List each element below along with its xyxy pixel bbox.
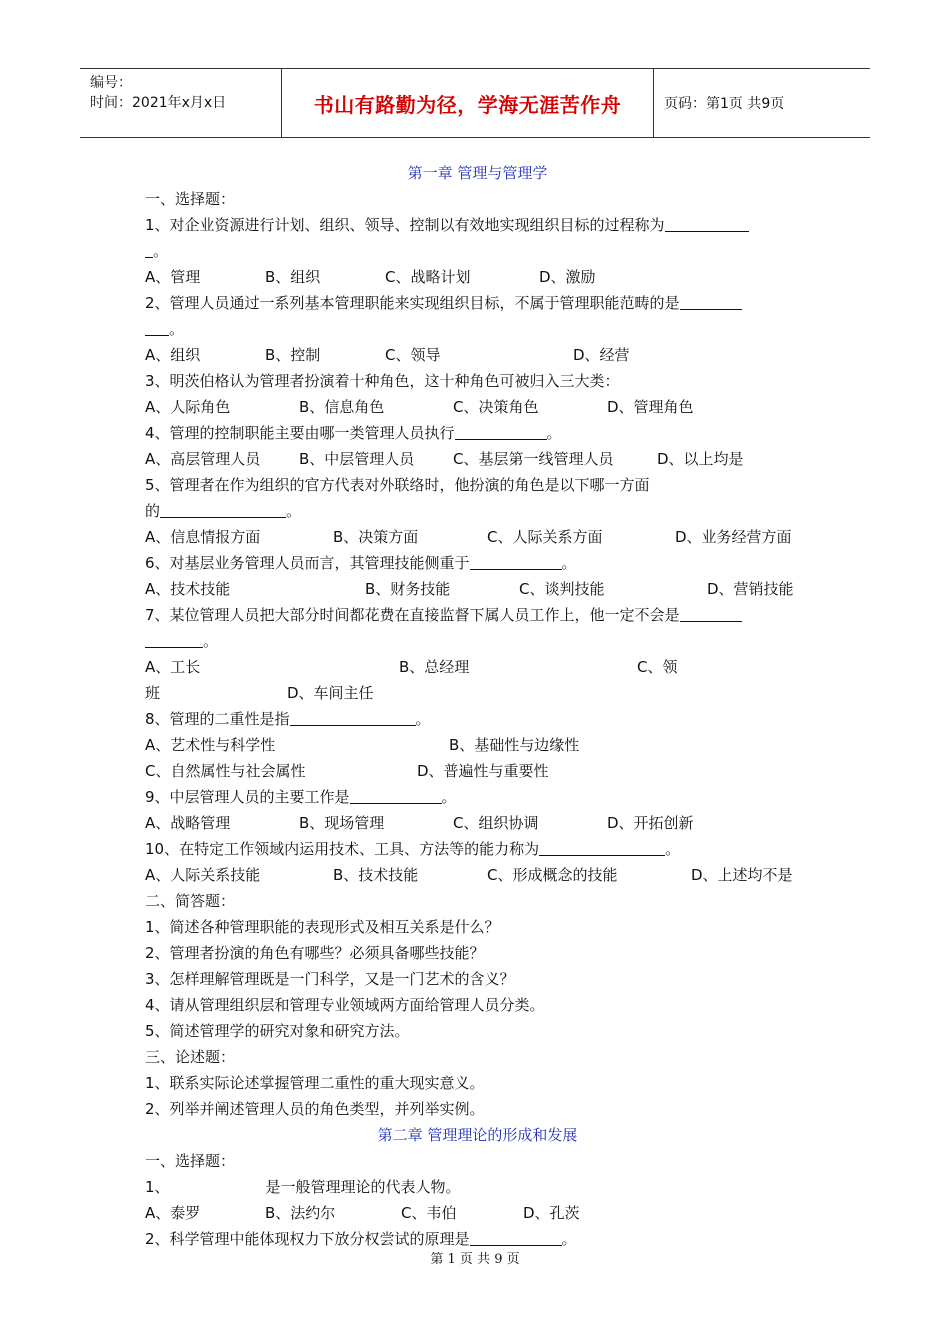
option-a: A、艺术性与科学性 [145,736,276,754]
option-d: D、业务经营方面 [675,528,792,546]
section-heading: 一、选择题： [145,190,236,208]
header-meta [80,69,282,137]
short-question-4: 4、请从管理组织层和管理专业领域两方面给管理人员分类。 [145,996,545,1014]
short-question-1: 1、简述各种管理职能的表现形式及相互关系是什么？ [145,918,500,936]
essay-question-2: 2、列举并阐述管理人员的角色类型，并列举实例。 [145,1100,485,1118]
question-7-cont [145,628,810,654]
header-motto-cell [282,69,654,137]
option-c: C、谈判技能 [519,580,605,598]
question-text: 9、中层管理人员的主要工作是 [145,788,350,806]
option-c-cont: 班 [145,684,161,702]
option-d: D、孔茨 [523,1204,580,1222]
question-6 [145,550,810,576]
question-text: 1、对企业资源进行计划、组织、领导、控制以有效地实现组织目标的过程称为 [145,216,665,234]
chapter-1-title: 第一章 管理与管理学 [407,164,548,182]
option-b: B、信息角色 [299,398,385,416]
header-page-cell [654,69,870,137]
section-heading: 二、简答题： [145,892,236,910]
option-a: A、泰罗 [145,1204,201,1222]
q2-options [145,342,810,368]
option-d: D、车间主任 [287,684,374,702]
option-d: D、经营 [573,346,630,364]
option-c: C、战略计划 [385,268,471,286]
option-a: A、技术技能 [145,580,231,598]
option-a: A、组织 [145,346,201,364]
q9-options [145,810,810,836]
option-a: A、信息情报方面 [145,528,261,546]
option-c: C、形成概念的技能 [487,866,618,884]
question-7 [145,602,810,628]
question-text: 7、某位管理人员把大部分时间都花费在直接监督下属人员工作上，他一定不会是 [145,606,680,624]
question-2 [145,290,810,316]
question-text: 。 [441,788,457,806]
question-text: 。 [665,840,681,858]
option-b: B、法约尔 [265,1204,336,1222]
answer-blank [539,839,665,856]
question-1 [145,212,810,238]
question-8 [145,706,810,732]
question-text: 。 [561,1230,577,1248]
q8-options-cont [145,758,810,784]
option-c: C、韦伯 [401,1204,457,1222]
option-b: B、现场管理 [299,814,385,832]
page-label: 页码：第1页 共9页 [664,96,785,112]
answer-blank [665,215,749,232]
option-b: B、基础性与边缘性 [449,736,580,754]
question-text: 。 [561,554,577,572]
question-5-cont [145,498,810,524]
answer-blank [290,709,416,726]
option-a: A、人际角色 [145,398,231,416]
option-a: A、高层管理人员 [145,450,261,468]
question-text: 。 [169,320,185,338]
option-d: D、开拓创新 [607,814,694,832]
question-10 [145,836,810,862]
ch2-question-1 [145,1174,810,1200]
option-b: B、中层管理人员 [299,450,415,468]
question-text: 6、对基层业务管理人员而言，其管理技能侧重于 [145,554,470,572]
section-heading: 一、选择题： [145,1152,236,1170]
page-footer: 第 1 页 共 9 页 [430,1252,520,1267]
q4-options [145,446,810,472]
answer-blank [680,293,742,310]
chapter-2-title: 第二章 管理理论的形成和发展 [377,1126,578,1144]
question-1-cont [145,238,810,264]
answer-blank [160,501,286,518]
option-c: C、人际关系方面 [487,528,603,546]
document-header [80,68,870,138]
question-2-cont [145,316,810,342]
short-question-5: 5、简述管理学的研究对象和研究方法。 [145,1022,410,1040]
option-b: B、控制 [265,346,321,364]
question-text: 10、在特定工作领域内运用技术、工具、方法等的能力称为 [145,840,540,858]
motto: 书山有路勤为径，学海无涯苦作舟 [313,92,622,117]
answer-blank [145,241,153,258]
option-c: C、决策角色 [453,398,539,416]
option-a: A、人际关系技能 [145,866,261,884]
option-c: C、领导 [385,346,441,364]
question-9 [145,784,810,810]
q7-options-cont [145,680,810,706]
q5-options [145,524,810,550]
option-b: B、财务技能 [365,580,451,598]
question-text: 4、管理的控制职能主要由哪一类管理人员执行 [145,424,455,442]
question-3: 3、明茨伯格认为管理者扮演着十种角色，这十种角色可被归入三大类： [145,372,620,390]
q10-options [145,862,810,888]
time-label: 时间：2021年x月x日 [90,95,227,111]
essay-question-1: 1、联系实际论述掌握管理二重性的重大现实意义。 [145,1074,485,1092]
option-c: C、领 [637,658,678,676]
option-d: D、上述均不是 [691,866,793,884]
option-b: B、组织 [265,268,321,286]
question-text: 8、管理的二重性是指 [145,710,290,728]
question-text: 是一般管理理论的代表人物。 [265,1178,461,1196]
question-text: 。 [203,632,219,650]
option-d: D、管理角色 [607,398,694,416]
document-body [145,160,810,1252]
answer-blank [145,319,169,336]
option-b: B、总经理 [399,658,470,676]
option-c: C、基层第一线管理人员 [453,450,614,468]
question-text: 2、管理人员通过一系列基本管理职能来实现组织目标，不属于管理职能范畴的是 [145,294,680,312]
short-question-2: 2、管理者扮演的角色有哪些？必须具备哪些技能？ [145,944,485,962]
option-d: D、营销技能 [707,580,794,598]
ch2-q1-options [145,1200,810,1226]
answer-blank [145,631,203,648]
question-text: 2、科学管理中能体现权力下放分权尝试的原理是 [145,1230,470,1248]
question-text: 。 [153,242,169,260]
q3-options [145,394,810,420]
option-d: D、激励 [539,268,596,286]
question-5: 5、管理者在作为组织的官方代表对外联络时，他扮演的角色是以下哪一方面 [145,476,650,494]
short-question-3: 3、怎样理解管理既是一门科学，又是一门艺术的含义？ [145,970,515,988]
question-text: 1、 [145,1178,170,1196]
answer-blank [455,423,547,440]
answer-blank [470,1229,562,1246]
option-b: B、决策方面 [333,528,419,546]
q7-options [145,654,810,680]
question-text: 。 [286,502,302,520]
answer-blank [350,787,442,804]
answer-blank [470,553,562,570]
option-c: C、组织协调 [453,814,539,832]
question-text: 的 [145,502,161,520]
q8-options [145,732,810,758]
question-text: 。 [546,424,562,442]
serial-label: 编号： [90,75,132,91]
option-a: A、管理 [145,268,201,286]
option-d: D、普遍性与重要性 [417,762,549,780]
option-c: C、自然属性与社会属性 [145,762,306,780]
option-b: B、技术技能 [333,866,419,884]
section-heading: 三、论述题： [145,1048,236,1066]
answer-blank [680,605,742,622]
q6-options [145,576,810,602]
question-4 [145,420,810,446]
question-text: 。 [415,710,431,728]
option-a: A、战略管理 [145,814,231,832]
q1-options [145,264,810,290]
option-a: A、工长 [145,658,201,676]
option-d: D、以上均是 [657,450,744,468]
